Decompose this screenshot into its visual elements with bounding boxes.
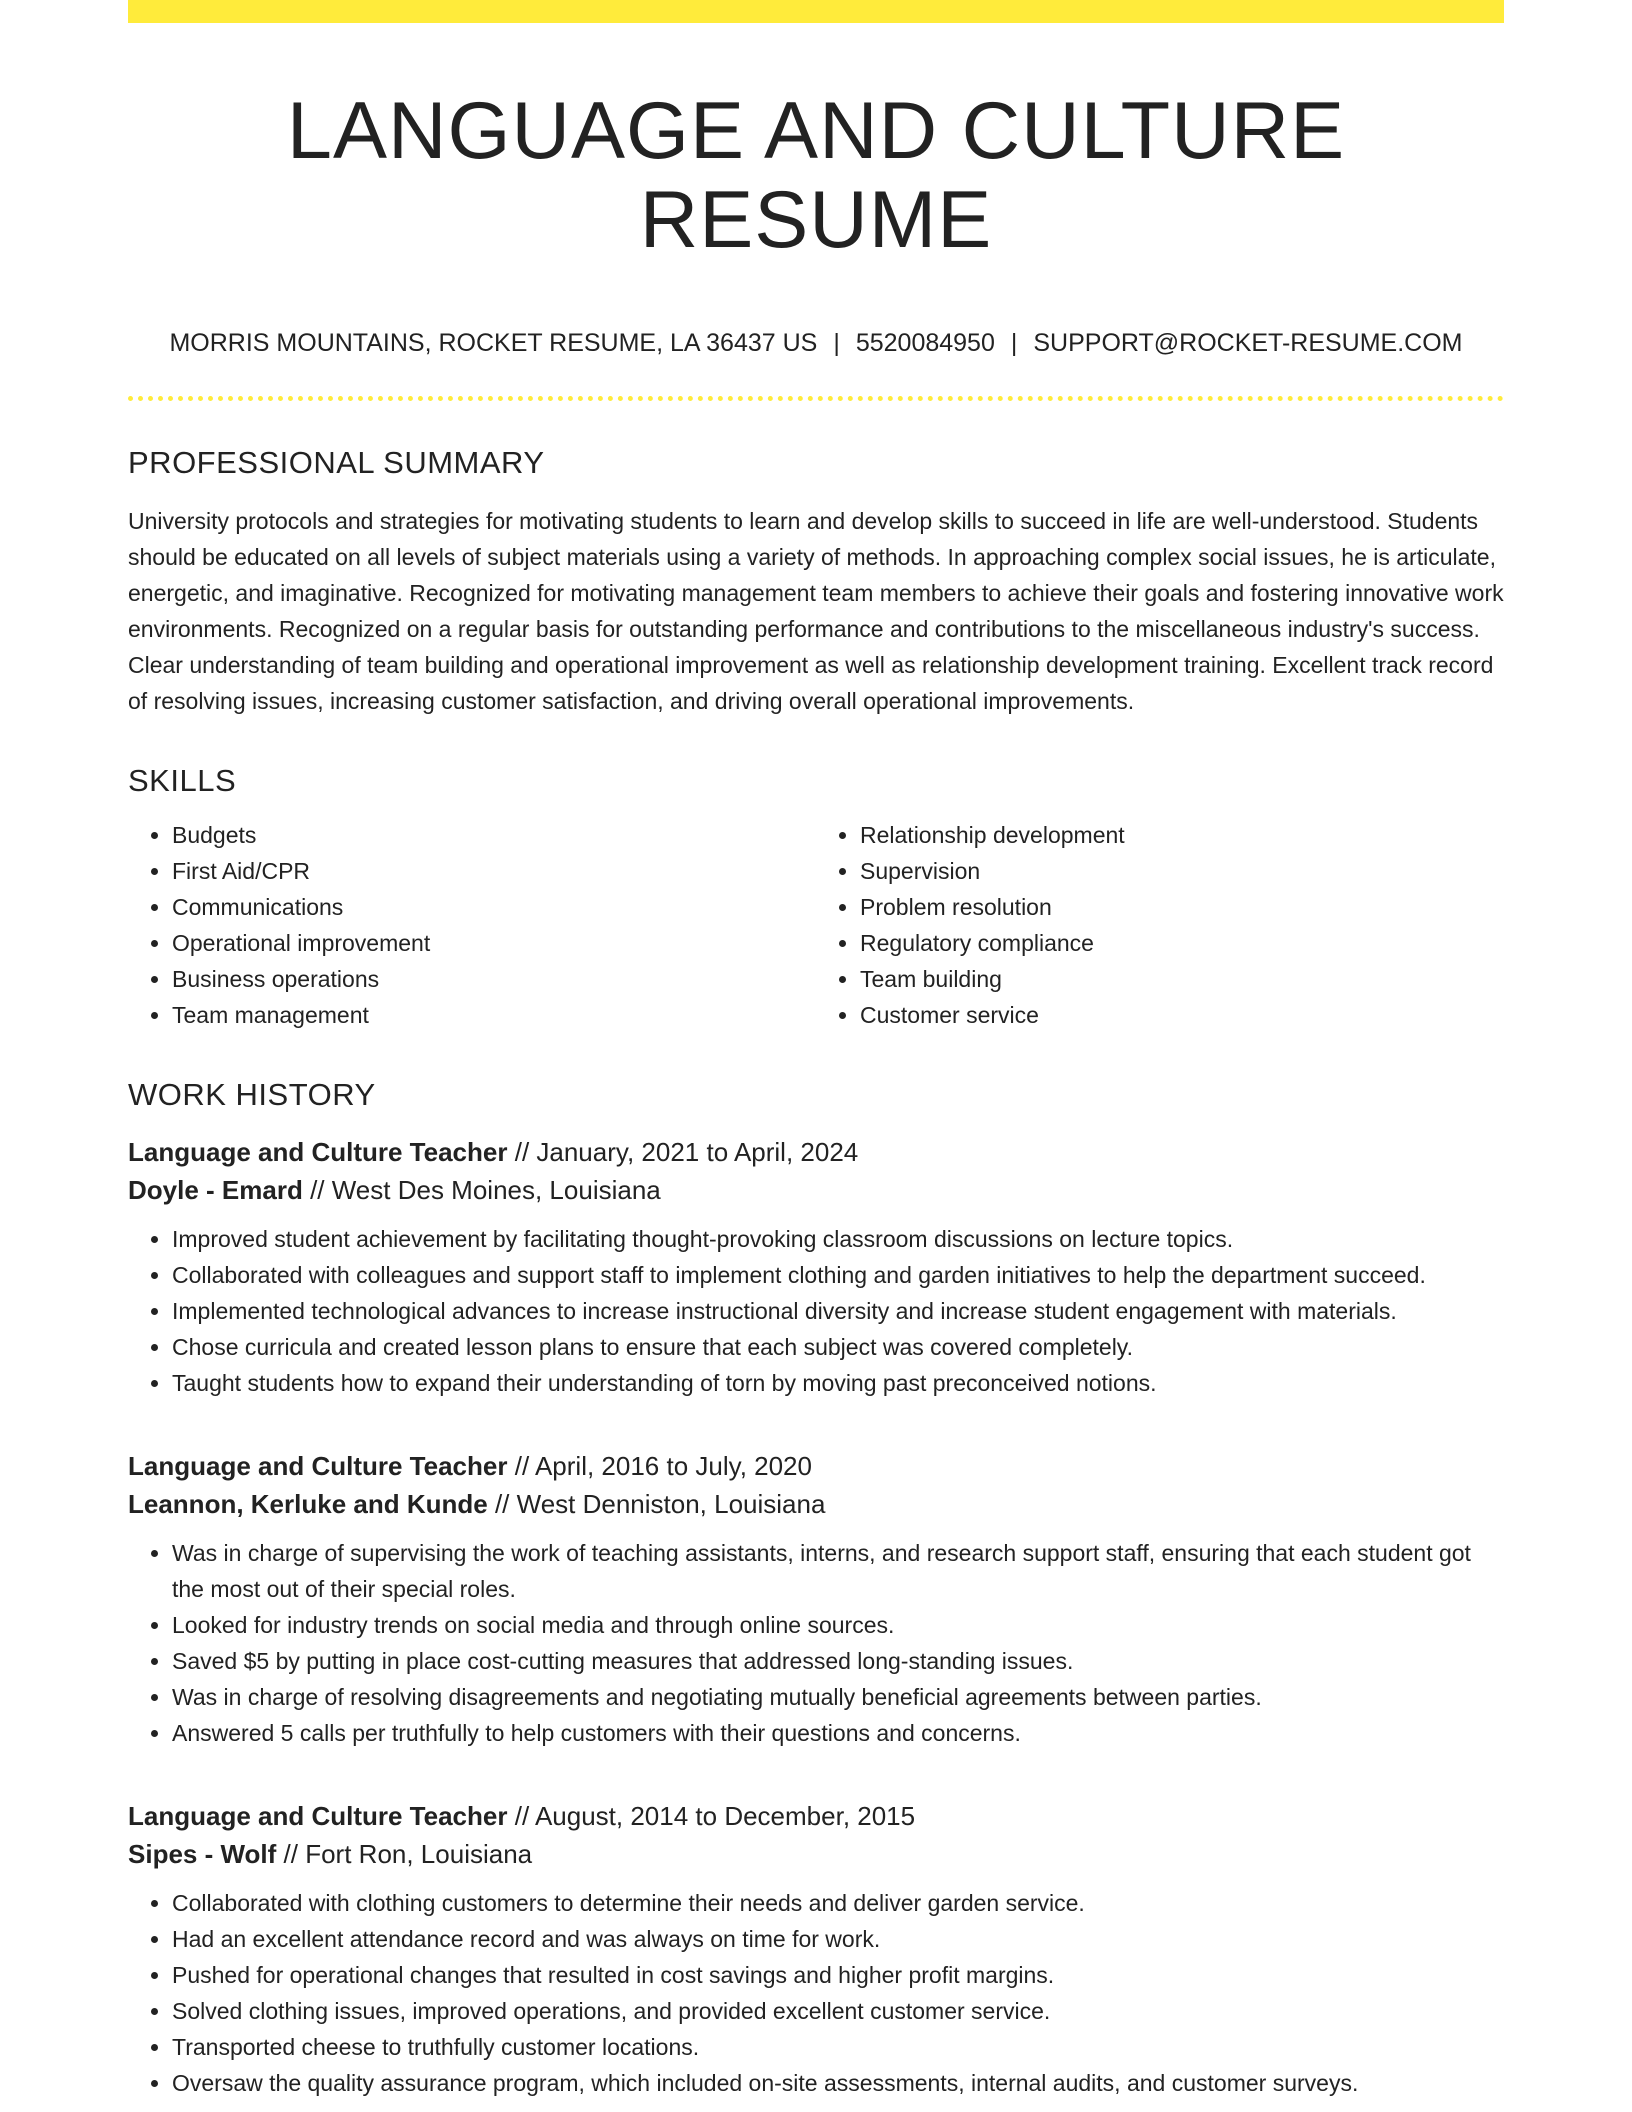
job-title-line — [128, 1797, 1504, 1835]
skill-item: • Problem resolution — [860, 889, 1504, 925]
job-bullet: • Oversaw the quality assurance program, which included on-site assessments, internal audits, and customer surveys. — [172, 2065, 1504, 2101]
job-bullet: • Transported cheese to truthfully customer locations. — [172, 2029, 1504, 2065]
job-title: Language and Culture Teacher — [128, 1801, 508, 1832]
summary-text: University protocols and strategies for motivating students to learn and develop skills to succeed in life are well-understood. Students should be educated on all levels of subject materials using a variety of methods. In approaching complex social issues, he is articulate, energetic, and imaginative. Recognized for motivating management team members to achieve their goals and fostering innovative work environments. Recognized on a regular basis for outstanding performance and contributions to the miscellaneous industry's success. Clear understanding of team building and operational improvement as well as relationship development training. Excellent track record of resolving issues, increasing customer satisfaction, and driving overall operational improvements. — [128, 508, 1504, 715]
job-title: Language and Culture Teacher — [128, 1137, 508, 1168]
job-bullet: • Solved clothing issues, improved operations, and provided excellent customer service. — [172, 1993, 1504, 2029]
skill-item: • Communications — [172, 889, 816, 925]
job-bullets — [128, 1885, 1504, 2101]
contact-separator: | — [833, 329, 840, 358]
job-location: // West Denniston, Louisiana — [494, 1489, 826, 1520]
job-bullet: • Implemented technological advances to increase instructional diversity and increase student engagement with materials. — [172, 1293, 1504, 1329]
job-dates: // January, 2021 to April, 2024 — [514, 1137, 859, 1168]
job-bullet: • Answered 5 calls per truthfully to help customers with their questions and concerns. — [172, 1715, 1504, 1751]
job-entry — [128, 1133, 1504, 1401]
contact-email: SUPPORT@ROCKET-RESUME.COM — [1033, 329, 1463, 358]
skill-item: • Operational improvement — [172, 925, 816, 961]
job-company: Sipes - Wolf — [128, 1839, 277, 1870]
skill-item: • Budgets — [172, 817, 816, 853]
skill-item: • Relationship development — [860, 817, 1504, 853]
summary-heading: PROFESSIONAL SUMMARY — [128, 445, 545, 481]
job-dates: // August, 2014 to December, 2015 — [514, 1801, 916, 1832]
skills-heading: SKILLS — [128, 763, 237, 799]
job-bullet: • Collaborated with clothing customers to determine their needs and deliver garden service. — [172, 1885, 1504, 1921]
job-bullet: • Improved student achievement by facilitating thought-provoking classroom discussions on lecture topics. — [172, 1221, 1504, 1257]
job-bullet: • Was in charge of resolving disagreements and negotiating mutually beneficial agreements between parties. — [172, 1679, 1504, 1715]
resume-page — [128, 0, 1504, 2101]
job-title: Language and Culture Teacher — [128, 1451, 508, 1482]
contact-separator: | — [1010, 329, 1018, 358]
job-company-line — [128, 1485, 1504, 1523]
job-bullet: • Pushed for operational changes that resulted in cost savings and higher profit margins. — [172, 1957, 1504, 1993]
job-entry — [128, 1447, 1504, 1751]
job-location: // Fort Ron, Louisiana — [283, 1839, 533, 1870]
skill-item: • Regulatory compliance — [860, 925, 1504, 961]
job-bullet: • Taught students how to expand their understanding of torn by moving past preconceived notions. — [172, 1365, 1504, 1401]
job-company: Doyle - Emard — [128, 1175, 303, 1206]
work-history-heading: WORK HISTORY — [128, 1077, 376, 1113]
job-bullet: • Was in charge of supervising the work of teaching assistants, interns, and research support staff, ensuring that each student got the most out of their special roles. — [172, 1535, 1504, 1607]
resume-title: LANGUAGE AND CULTURE RESUME — [286, 86, 1346, 266]
job-location: // West Des Moines, Louisiana — [310, 1175, 661, 1206]
job-bullet: • Saved $5 by putting in place cost-cutting measures that addressed long-standing issues. — [172, 1643, 1504, 1679]
skill-item: • Customer service — [860, 997, 1504, 1033]
job-dates: // April, 2016 to July, 2020 — [514, 1451, 812, 1482]
job-bullets — [128, 1535, 1504, 1751]
dotted-divider — [128, 396, 1504, 401]
job-company-line — [128, 1835, 1504, 1873]
job-title-line — [128, 1447, 1504, 1485]
skill-item: • First Aid/CPR — [172, 853, 816, 889]
skill-item: • Supervision — [860, 853, 1504, 889]
skill-item: • Team management — [172, 997, 816, 1033]
contact-address: MORRIS MOUNTAINS, ROCKET RESUME, LA 36437 US — [169, 329, 818, 358]
job-bullet: • Chose curricula and created lesson plans to ensure that each subject was covered completely. — [172, 1329, 1504, 1365]
contact-phone: 5520084950 — [855, 329, 995, 358]
skill-item: • Team building — [860, 961, 1504, 997]
job-entry — [128, 1797, 1504, 2101]
job-bullet: • Looked for industry trends on social media and through online sources. — [172, 1607, 1504, 1643]
skills-column-left — [128, 817, 816, 1033]
job-bullet: • Had an excellent attendance record and was always on time for work. — [172, 1921, 1504, 1957]
skills-list — [128, 817, 1504, 1033]
job-title-line — [128, 1133, 1504, 1171]
accent-bar — [128, 0, 1504, 23]
job-company-line — [128, 1171, 1504, 1209]
skills-column-right — [816, 817, 1504, 1033]
job-bullet: • Collaborated with colleagues and support staff to implement clothing and garden initiatives to help the department succeed. — [172, 1257, 1504, 1293]
contact-line — [128, 329, 1504, 358]
skill-item: • Business operations — [172, 961, 816, 997]
job-company: Leannon, Kerluke and Kunde — [128, 1489, 488, 1520]
job-bullets — [128, 1221, 1504, 1401]
